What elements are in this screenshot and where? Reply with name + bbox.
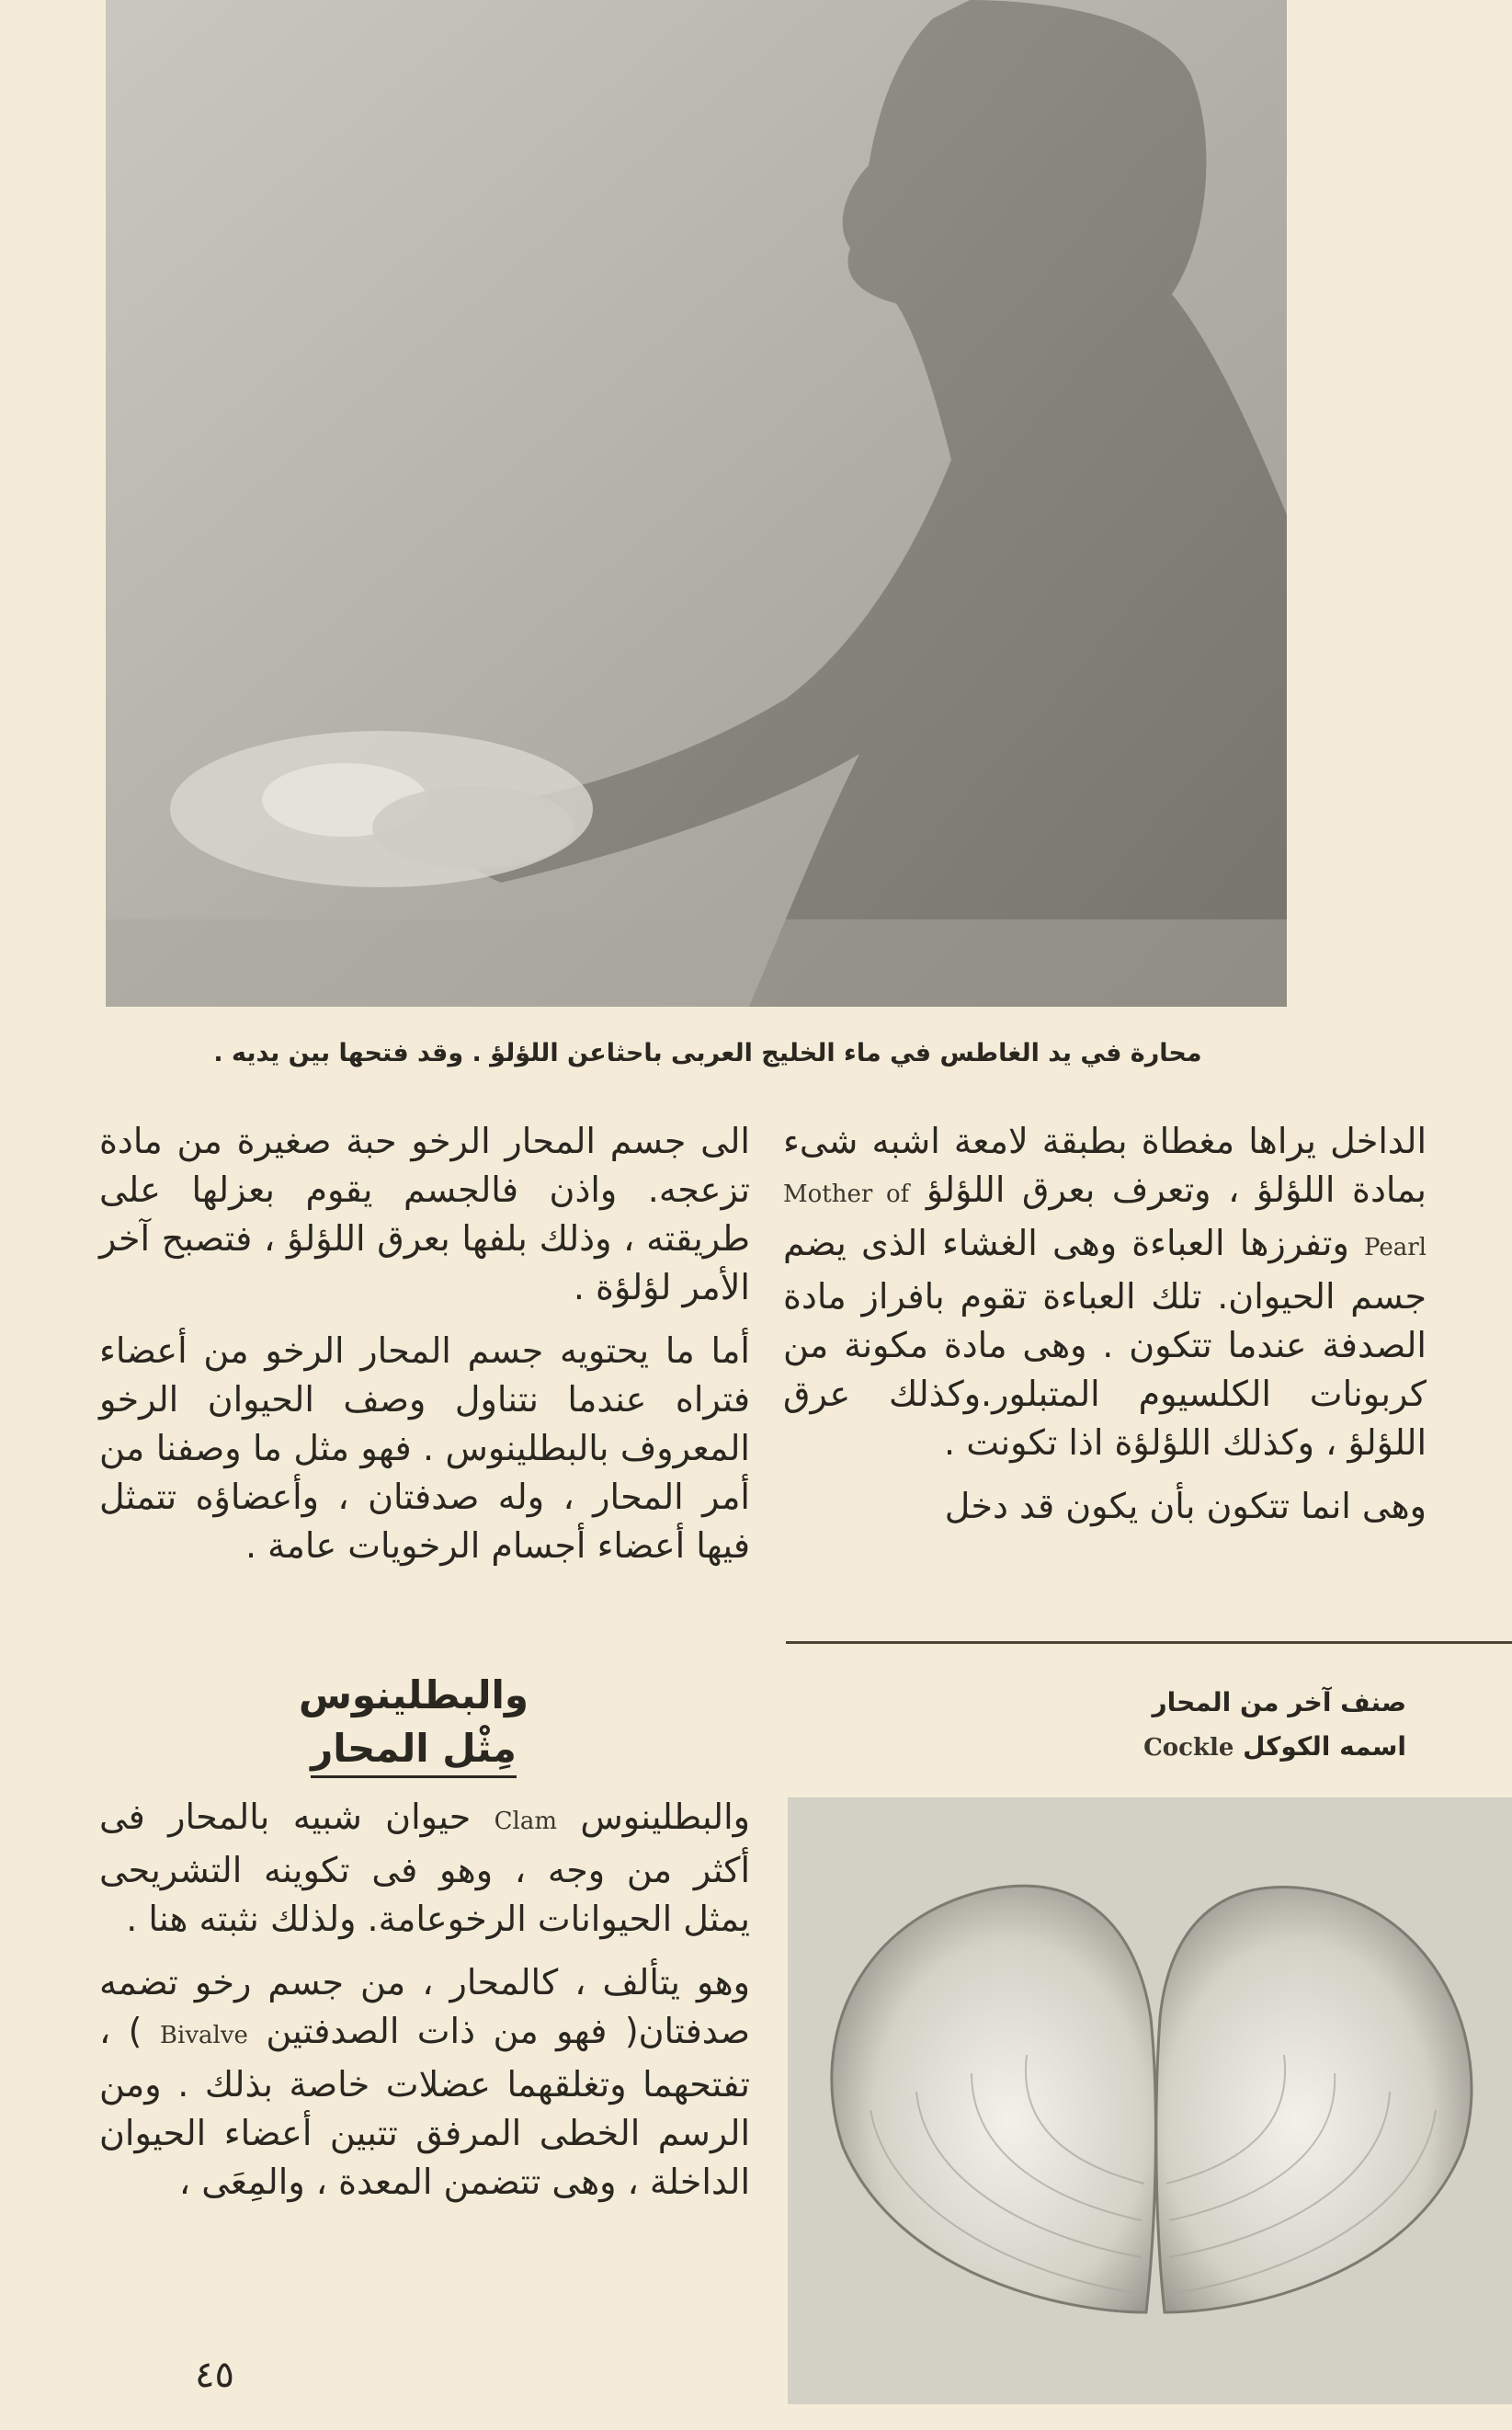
cockle-shells-image (788, 1797, 1512, 2404)
photo-caption: محارة في يد الغاطس في ماء الخليج العربى باحثاعن اللؤلؤ . وقد فتحها بين يديه . (213, 1039, 1202, 1067)
paragraph (783, 1117, 1427, 1467)
pearl-diver-image (106, 0, 1287, 1007)
latin-term: Mother of Pearl (783, 1181, 1427, 1261)
paragraph (99, 1958, 750, 2207)
paragraph (99, 1793, 750, 1944)
left-top-text-column (99, 1117, 750, 1585)
paragraph-text: والبطلينوس (580, 1797, 750, 1837)
caption-line (947, 1725, 1406, 1770)
caption-line: صنف آخر من المحار (1152, 1687, 1406, 1717)
paragraph: الى جسم المحار الرخو حبة صغيرة من مادة تزعجه. واذن فالجسم يقوم بعزلها على طريقته ، وذلك بلفها بعرق اللؤلؤ ، فتصبح آخر الأمر لؤلؤة . (99, 1121, 750, 1307)
page-number: ٤٥ (195, 2354, 234, 2396)
section-divider (786, 1641, 1512, 1644)
paragraph: أما ما يحتويه جسم المحار الرخو من أعضاء فتراه عندما نتناول وصف الحيوان الرخو المعروف بالبطلينوس . فهو مثل ما وصفنا من أمر المحار ، وله صدفتان ، وأعضاؤه تتمثل فيها أعضاء أجسام الرخويات عامة . (99, 1330, 750, 1566)
section-heading (230, 1669, 597, 1778)
latin-term: Bivalve (159, 2022, 248, 2049)
pearl-diver-photo (106, 0, 1287, 1007)
latin-term: Clam (494, 1808, 557, 1835)
paragraph-text: حيوان شبيه بالمحار فى أكثر من وجه ، وهو فى تكوينه التشريحى يمثل الحيوانات الرخوعامة. ولذلك نثبته هنا . (99, 1797, 750, 1939)
paragraph-text: ) ، تفتحهما وتغلقهما عضلات خاصة بذلك . ومن الرسم الخطى المرفق تتبين أعضاء الحيوان الداخلة ، وهى تتضمن المعدة ، والمِعَى ، (99, 2011, 750, 2202)
heading-line: والبطلينوس (298, 1672, 529, 1717)
paragraph-text: الداخل يراها مغطاة بطبقة لامعة اشبه شىء بمادة اللؤلؤ ، وتعرف بعرق اللؤلؤ (783, 1121, 1427, 1210)
latin-term: Cockle (1143, 1734, 1234, 1762)
left-bottom-text-column (99, 1793, 750, 2221)
paragraph-text: وتفرزها العباءة وهى الغشاء الذى يضم جسم الحيوان. تلك العباءة تقوم بافراز مادة الصدفة عندما تتكون . وهى مادة مكونة من كربونات الكلسيوم المتبلور.وكذلك عرق اللؤلؤ ، وكذلك اللؤلؤة اذا تكونت . (783, 1223, 1427, 1463)
caption-arabic: اسمه الكوكل (1243, 1731, 1406, 1762)
cockle-caption (947, 1681, 1406, 1770)
cockle-shell-photo (788, 1797, 1512, 2404)
paragraph: وهى انما تتكون بأن يكون قد دخل (944, 1486, 1427, 1526)
paragraph-text: وهو يتألف ، كالمحار ، من جسم رخو تضمه صدفتان( فهو من ذات الصدفتين (99, 1962, 750, 2051)
right-text-column (783, 1117, 1427, 1546)
heading-line: مِثْل المحار (311, 1722, 517, 1778)
